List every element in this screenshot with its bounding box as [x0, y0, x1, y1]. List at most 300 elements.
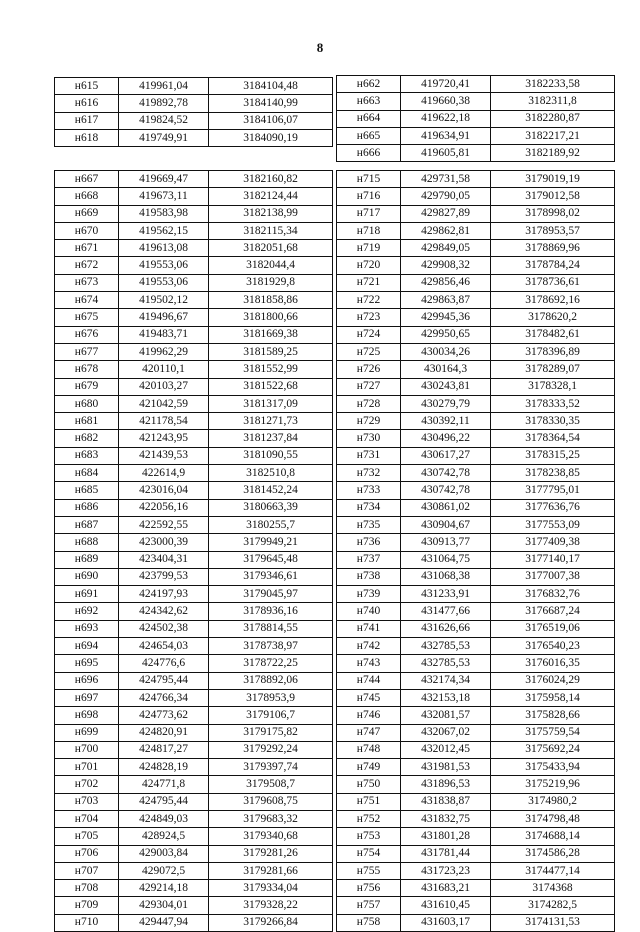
x-coordinate-cell: 419962,29: [119, 343, 209, 360]
point-id-cell: н694: [55, 638, 119, 655]
table-row: [55, 343, 333, 360]
table-row: [337, 395, 615, 412]
table-row: [337, 343, 615, 360]
y-coordinate-cell: 3180255,7: [209, 516, 333, 533]
x-coordinate-cell: 430742,78: [401, 465, 491, 482]
point-id-cell: н756: [337, 880, 401, 897]
point-id-cell: н697: [55, 689, 119, 706]
y-coordinate-cell: 3174477,14: [491, 862, 615, 879]
x-coordinate-cell: 430861,02: [401, 499, 491, 516]
x-coordinate-cell: 424766,34: [119, 689, 209, 706]
point-id-cell: н701: [55, 759, 119, 776]
y-coordinate-cell: 3179683,32: [209, 810, 333, 827]
point-id-cell: н757: [337, 897, 401, 914]
table-row: [55, 257, 333, 274]
y-coordinate-cell: 3178620,2: [491, 309, 615, 326]
table-row: [55, 361, 333, 378]
x-coordinate-cell: 424820,91: [119, 724, 209, 741]
point-id-cell: н704: [55, 810, 119, 827]
y-coordinate-cell: 3179334,04: [209, 880, 333, 897]
y-coordinate-cell: 3181317,09: [209, 395, 333, 412]
point-id-cell: н725: [337, 343, 401, 360]
point-id-cell: н751: [337, 793, 401, 810]
y-coordinate-cell: 3178328,1: [491, 378, 615, 395]
y-coordinate-cell: 3178289,07: [491, 361, 615, 378]
table-row: [55, 413, 333, 430]
y-coordinate-cell: 3182115,34: [209, 222, 333, 239]
coordinates-table-top-left: [54, 77, 333, 147]
y-coordinate-cell: 3179281,26: [209, 845, 333, 862]
y-coordinate-cell: 3179012,58: [491, 188, 615, 205]
y-coordinate-cell: 3182189,92: [491, 145, 615, 162]
point-id-cell: н700: [55, 741, 119, 758]
y-coordinate-cell: 3178364,54: [491, 430, 615, 447]
y-coordinate-cell: 3181237,84: [209, 430, 333, 447]
x-coordinate-cell: 419553,06: [119, 257, 209, 274]
x-coordinate-cell: 424817,27: [119, 741, 209, 758]
x-coordinate-cell: 421439,53: [119, 447, 209, 464]
table-row: [337, 171, 615, 188]
table-row: [55, 603, 333, 620]
table-row: [337, 845, 615, 862]
page-number: 8: [316, 40, 324, 55]
point-id-cell: н685: [55, 482, 119, 499]
coordinates-table-bottom-right: [336, 170, 615, 932]
x-coordinate-cell: 432067,02: [401, 724, 491, 741]
point-id-cell: н750: [337, 776, 401, 793]
y-coordinate-cell: 3178333,52: [491, 395, 615, 412]
y-coordinate-cell: 3179266,84: [209, 914, 333, 931]
point-id-cell: н735: [337, 516, 401, 533]
point-id-cell: н691: [55, 586, 119, 603]
y-coordinate-cell: 3176519,06: [491, 620, 615, 637]
point-id-cell: н723: [337, 309, 401, 326]
point-id-cell: н724: [337, 326, 401, 343]
y-coordinate-cell: 3178396,89: [491, 343, 615, 360]
x-coordinate-cell: 419483,71: [119, 326, 209, 343]
y-coordinate-cell: 3179292,24: [209, 741, 333, 758]
table-row: [55, 655, 333, 672]
point-id-cell: н719: [337, 240, 401, 257]
table-row: [337, 93, 615, 110]
y-coordinate-cell: 3177140,17: [491, 551, 615, 568]
table-row: [55, 465, 333, 482]
point-id-cell: н738: [337, 568, 401, 585]
table-row: [337, 413, 615, 430]
point-id-cell: н699: [55, 724, 119, 741]
y-coordinate-cell: 3182233,58: [491, 76, 615, 93]
table-row: [55, 620, 333, 637]
table-row: [55, 430, 333, 447]
table-row: [337, 309, 615, 326]
table-row: [55, 707, 333, 724]
x-coordinate-cell: 431068,38: [401, 568, 491, 585]
table-row: [55, 499, 333, 516]
x-coordinate-cell: 422056,16: [119, 499, 209, 516]
point-id-cell: н747: [337, 724, 401, 741]
y-coordinate-cell: 3179608,75: [209, 793, 333, 810]
table-row: [337, 586, 615, 603]
point-id-cell: н739: [337, 586, 401, 603]
y-coordinate-cell: 3184140,99: [209, 95, 333, 112]
table-row: [55, 95, 333, 112]
point-id-cell: н710: [55, 914, 119, 931]
table-row: [55, 171, 333, 188]
y-coordinate-cell: 3178936,16: [209, 603, 333, 620]
x-coordinate-cell: 429856,46: [401, 274, 491, 291]
y-coordinate-cell: 3179340,68: [209, 828, 333, 845]
point-id-cell: н740: [337, 603, 401, 620]
x-coordinate-cell: 429304,01: [119, 897, 209, 914]
table-row: [337, 534, 615, 551]
table-row: [337, 257, 615, 274]
point-id-cell: н729: [337, 413, 401, 430]
point-id-cell: н745: [337, 689, 401, 706]
x-coordinate-cell: 430279,79: [401, 395, 491, 412]
table-row: [337, 707, 615, 724]
x-coordinate-cell: 429731,58: [401, 171, 491, 188]
point-id-cell: н689: [55, 551, 119, 568]
table-row: [55, 828, 333, 845]
x-coordinate-cell: 432153,18: [401, 689, 491, 706]
x-coordinate-cell: 429003,84: [119, 845, 209, 862]
y-coordinate-cell: 3179106,7: [209, 707, 333, 724]
point-id-cell: н618: [55, 129, 119, 146]
y-coordinate-cell: 3182510,8: [209, 465, 333, 482]
point-id-cell: н758: [337, 914, 401, 931]
table-row: [55, 586, 333, 603]
point-id-cell: н683: [55, 447, 119, 464]
x-coordinate-cell: 429862,81: [401, 222, 491, 239]
x-coordinate-cell: 431683,21: [401, 880, 491, 897]
point-id-cell: н670: [55, 222, 119, 239]
y-coordinate-cell: 3184104,48: [209, 78, 333, 95]
x-coordinate-cell: 430904,67: [401, 516, 491, 533]
y-coordinate-cell: 3178736,61: [491, 274, 615, 291]
x-coordinate-cell: 432012,45: [401, 741, 491, 758]
x-coordinate-cell: 431838,87: [401, 793, 491, 810]
x-coordinate-cell: 424795,44: [119, 793, 209, 810]
table-row: [337, 240, 615, 257]
table-row: [337, 292, 615, 309]
x-coordinate-cell: 429863,87: [401, 292, 491, 309]
table-row: [55, 326, 333, 343]
point-id-cell: н754: [337, 845, 401, 862]
point-id-cell: н721: [337, 274, 401, 291]
table-row: [55, 188, 333, 205]
table-row: [337, 378, 615, 395]
table-row: [337, 274, 615, 291]
y-coordinate-cell: 3178814,55: [209, 620, 333, 637]
x-coordinate-cell: 432081,57: [401, 707, 491, 724]
x-coordinate-cell: 419892,78: [119, 95, 209, 112]
point-id-cell: н676: [55, 326, 119, 343]
table-row: [55, 845, 333, 862]
x-coordinate-cell: 431896,53: [401, 776, 491, 793]
point-id-cell: н664: [337, 110, 401, 127]
y-coordinate-cell: 3177007,38: [491, 568, 615, 585]
point-id-cell: н671: [55, 240, 119, 257]
y-coordinate-cell: 3175692,24: [491, 741, 615, 758]
point-id-cell: н672: [55, 257, 119, 274]
y-coordinate-cell: 3174980,2: [491, 793, 615, 810]
y-coordinate-cell: 3178722,25: [209, 655, 333, 672]
x-coordinate-cell: 431610,45: [401, 897, 491, 914]
table-row: [337, 914, 615, 931]
y-coordinate-cell: 3182124,44: [209, 188, 333, 205]
x-coordinate-cell: 424771,8: [119, 776, 209, 793]
point-id-cell: н722: [337, 292, 401, 309]
x-coordinate-cell: 431981,53: [401, 759, 491, 776]
y-coordinate-cell: 3179328,22: [209, 897, 333, 914]
x-coordinate-cell: 421178,54: [119, 413, 209, 430]
x-coordinate-cell: 430742,78: [401, 482, 491, 499]
x-coordinate-cell: 423000,39: [119, 534, 209, 551]
x-coordinate-cell: 430034,26: [401, 343, 491, 360]
point-id-cell: н732: [337, 465, 401, 482]
x-coordinate-cell: 430164,3: [401, 361, 491, 378]
x-coordinate-cell: 419622,18: [401, 110, 491, 127]
point-id-cell: н715: [337, 171, 401, 188]
table-row: [55, 914, 333, 931]
table-row: [337, 447, 615, 464]
y-coordinate-cell: 3178330,35: [491, 413, 615, 430]
point-id-cell: н674: [55, 292, 119, 309]
y-coordinate-cell: 3181271,73: [209, 413, 333, 430]
table-row: [337, 689, 615, 706]
point-id-cell: н690: [55, 568, 119, 585]
y-coordinate-cell: 3178692,16: [491, 292, 615, 309]
y-coordinate-cell: 3182311,8: [491, 93, 615, 110]
table-row: [55, 776, 333, 793]
point-id-cell: н749: [337, 759, 401, 776]
y-coordinate-cell: 3174586,28: [491, 845, 615, 862]
point-id-cell: н686: [55, 499, 119, 516]
y-coordinate-cell: 3182044,4: [209, 257, 333, 274]
point-id-cell: н720: [337, 257, 401, 274]
y-coordinate-cell: 3174131,53: [491, 914, 615, 931]
table-row: [337, 127, 615, 144]
table-row: [55, 447, 333, 464]
point-id-cell: н716: [337, 188, 401, 205]
point-id-cell: н736: [337, 534, 401, 551]
y-coordinate-cell: 3182280,87: [491, 110, 615, 127]
y-coordinate-cell: 3177553,09: [491, 516, 615, 533]
table-row: [337, 897, 615, 914]
point-id-cell: н668: [55, 188, 119, 205]
point-id-cell: н617: [55, 112, 119, 129]
table-row: [337, 205, 615, 222]
table-row: [55, 551, 333, 568]
x-coordinate-cell: 432174,34: [401, 672, 491, 689]
point-id-cell: н693: [55, 620, 119, 637]
point-id-cell: н730: [337, 430, 401, 447]
x-coordinate-cell: 424502,38: [119, 620, 209, 637]
point-id-cell: н675: [55, 309, 119, 326]
table-row: [337, 361, 615, 378]
table-row: [337, 672, 615, 689]
table-row: [55, 205, 333, 222]
point-id-cell: н728: [337, 395, 401, 412]
y-coordinate-cell: 3178315,25: [491, 447, 615, 464]
y-coordinate-cell: 3181858,86: [209, 292, 333, 309]
x-coordinate-cell: 424776,6: [119, 655, 209, 672]
x-coordinate-cell: 432785,53: [401, 655, 491, 672]
table-row: [337, 828, 615, 845]
point-id-cell: н616: [55, 95, 119, 112]
y-coordinate-cell: 3177636,76: [491, 499, 615, 516]
point-id-cell: н737: [337, 551, 401, 568]
x-coordinate-cell: 429447,94: [119, 914, 209, 931]
x-coordinate-cell: 424654,03: [119, 638, 209, 655]
point-id-cell: н733: [337, 482, 401, 499]
point-id-cell: н708: [55, 880, 119, 897]
y-coordinate-cell: 3184106,07: [209, 112, 333, 129]
table-row: [55, 568, 333, 585]
table-row: [337, 188, 615, 205]
x-coordinate-cell: 419749,91: [119, 129, 209, 146]
x-coordinate-cell: 424849,03: [119, 810, 209, 827]
x-coordinate-cell: 419660,38: [401, 93, 491, 110]
point-id-cell: н666: [337, 145, 401, 162]
point-id-cell: н688: [55, 534, 119, 551]
table-row: [337, 430, 615, 447]
table-row: [55, 672, 333, 689]
table-row: [337, 326, 615, 343]
x-coordinate-cell: 430496,22: [401, 430, 491, 447]
x-coordinate-cell: 430243,81: [401, 378, 491, 395]
table-row: [337, 76, 615, 93]
table-row: [337, 810, 615, 827]
y-coordinate-cell: 3180663,39: [209, 499, 333, 516]
point-id-cell: н727: [337, 378, 401, 395]
y-coordinate-cell: 3178738,97: [209, 638, 333, 655]
y-coordinate-cell: 3178482,61: [491, 326, 615, 343]
point-id-cell: н709: [55, 897, 119, 914]
point-id-cell: н698: [55, 707, 119, 724]
point-id-cell: н677: [55, 343, 119, 360]
x-coordinate-cell: 419613,08: [119, 240, 209, 257]
table-row: [337, 620, 615, 637]
point-id-cell: н696: [55, 672, 119, 689]
table-row: [55, 274, 333, 291]
table-row: [337, 145, 615, 162]
x-coordinate-cell: 419502,12: [119, 292, 209, 309]
x-coordinate-cell: 431603,17: [401, 914, 491, 931]
table-row: [55, 793, 333, 810]
y-coordinate-cell: 3179949,21: [209, 534, 333, 551]
point-id-cell: н678: [55, 361, 119, 378]
table-row: [55, 880, 333, 897]
x-coordinate-cell: 431832,75: [401, 810, 491, 827]
x-coordinate-cell: 431064,75: [401, 551, 491, 568]
point-id-cell: н663: [337, 93, 401, 110]
table-row: [55, 897, 333, 914]
x-coordinate-cell: 419669,47: [119, 171, 209, 188]
point-id-cell: н755: [337, 862, 401, 879]
y-coordinate-cell: 3175958,14: [491, 689, 615, 706]
table-row: [337, 110, 615, 127]
point-id-cell: н705: [55, 828, 119, 845]
x-coordinate-cell: 421243,95: [119, 430, 209, 447]
coordinates-table-top-right: [336, 75, 615, 162]
y-coordinate-cell: 3178953,9: [209, 689, 333, 706]
x-coordinate-cell: 419583,98: [119, 205, 209, 222]
table-row: [337, 465, 615, 482]
table-row: [55, 378, 333, 395]
x-coordinate-cell: 419824,52: [119, 112, 209, 129]
x-coordinate-cell: 419720,41: [401, 76, 491, 93]
y-coordinate-cell: 3175433,94: [491, 759, 615, 776]
table-row: [55, 741, 333, 758]
point-id-cell: н695: [55, 655, 119, 672]
x-coordinate-cell: 429790,05: [401, 188, 491, 205]
x-coordinate-cell: 419553,06: [119, 274, 209, 291]
x-coordinate-cell: 420110,1: [119, 361, 209, 378]
table-row: [337, 568, 615, 585]
y-coordinate-cell: 3175828,66: [491, 707, 615, 724]
x-coordinate-cell: 430617,27: [401, 447, 491, 464]
x-coordinate-cell: 429945,36: [401, 309, 491, 326]
y-coordinate-cell: 3177409,38: [491, 534, 615, 551]
point-id-cell: н748: [337, 741, 401, 758]
x-coordinate-cell: 422614,9: [119, 465, 209, 482]
y-coordinate-cell: 3176540,23: [491, 638, 615, 655]
x-coordinate-cell: 429908,32: [401, 257, 491, 274]
y-coordinate-cell: 3179397,74: [209, 759, 333, 776]
point-id-cell: н687: [55, 516, 119, 533]
table-row: [55, 482, 333, 499]
x-coordinate-cell: 430392,11: [401, 413, 491, 430]
point-id-cell: н717: [337, 205, 401, 222]
table-row: [55, 759, 333, 776]
table-row: [337, 793, 615, 810]
y-coordinate-cell: 3174282,5: [491, 897, 615, 914]
x-coordinate-cell: 429214,18: [119, 880, 209, 897]
y-coordinate-cell: 3176832,76: [491, 586, 615, 603]
point-id-cell: н741: [337, 620, 401, 637]
table-row: [55, 222, 333, 239]
y-coordinate-cell: 3176016,35: [491, 655, 615, 672]
x-coordinate-cell: 419961,04: [119, 78, 209, 95]
point-id-cell: н669: [55, 205, 119, 222]
x-coordinate-cell: 424828,19: [119, 759, 209, 776]
point-id-cell: н615: [55, 78, 119, 95]
point-id-cell: н706: [55, 845, 119, 862]
y-coordinate-cell: 3181522,68: [209, 378, 333, 395]
point-id-cell: н743: [337, 655, 401, 672]
y-coordinate-cell: 3182051,68: [209, 240, 333, 257]
y-coordinate-cell: 3179645,48: [209, 551, 333, 568]
y-coordinate-cell: 3181589,25: [209, 343, 333, 360]
x-coordinate-cell: 431477,66: [401, 603, 491, 620]
x-coordinate-cell: 423799,53: [119, 568, 209, 585]
table-row: [337, 638, 615, 655]
x-coordinate-cell: 429950,65: [401, 326, 491, 343]
table-row: [337, 551, 615, 568]
y-coordinate-cell: 3184090,19: [209, 129, 333, 146]
y-coordinate-cell: 3181929,8: [209, 274, 333, 291]
x-coordinate-cell: 424795,44: [119, 672, 209, 689]
point-id-cell: н744: [337, 672, 401, 689]
table-row: [55, 724, 333, 741]
x-coordinate-cell: 424342,62: [119, 603, 209, 620]
point-id-cell: н665: [337, 127, 401, 144]
x-coordinate-cell: 424773,62: [119, 707, 209, 724]
point-id-cell: н703: [55, 793, 119, 810]
table-row: [55, 112, 333, 129]
point-id-cell: н684: [55, 465, 119, 482]
